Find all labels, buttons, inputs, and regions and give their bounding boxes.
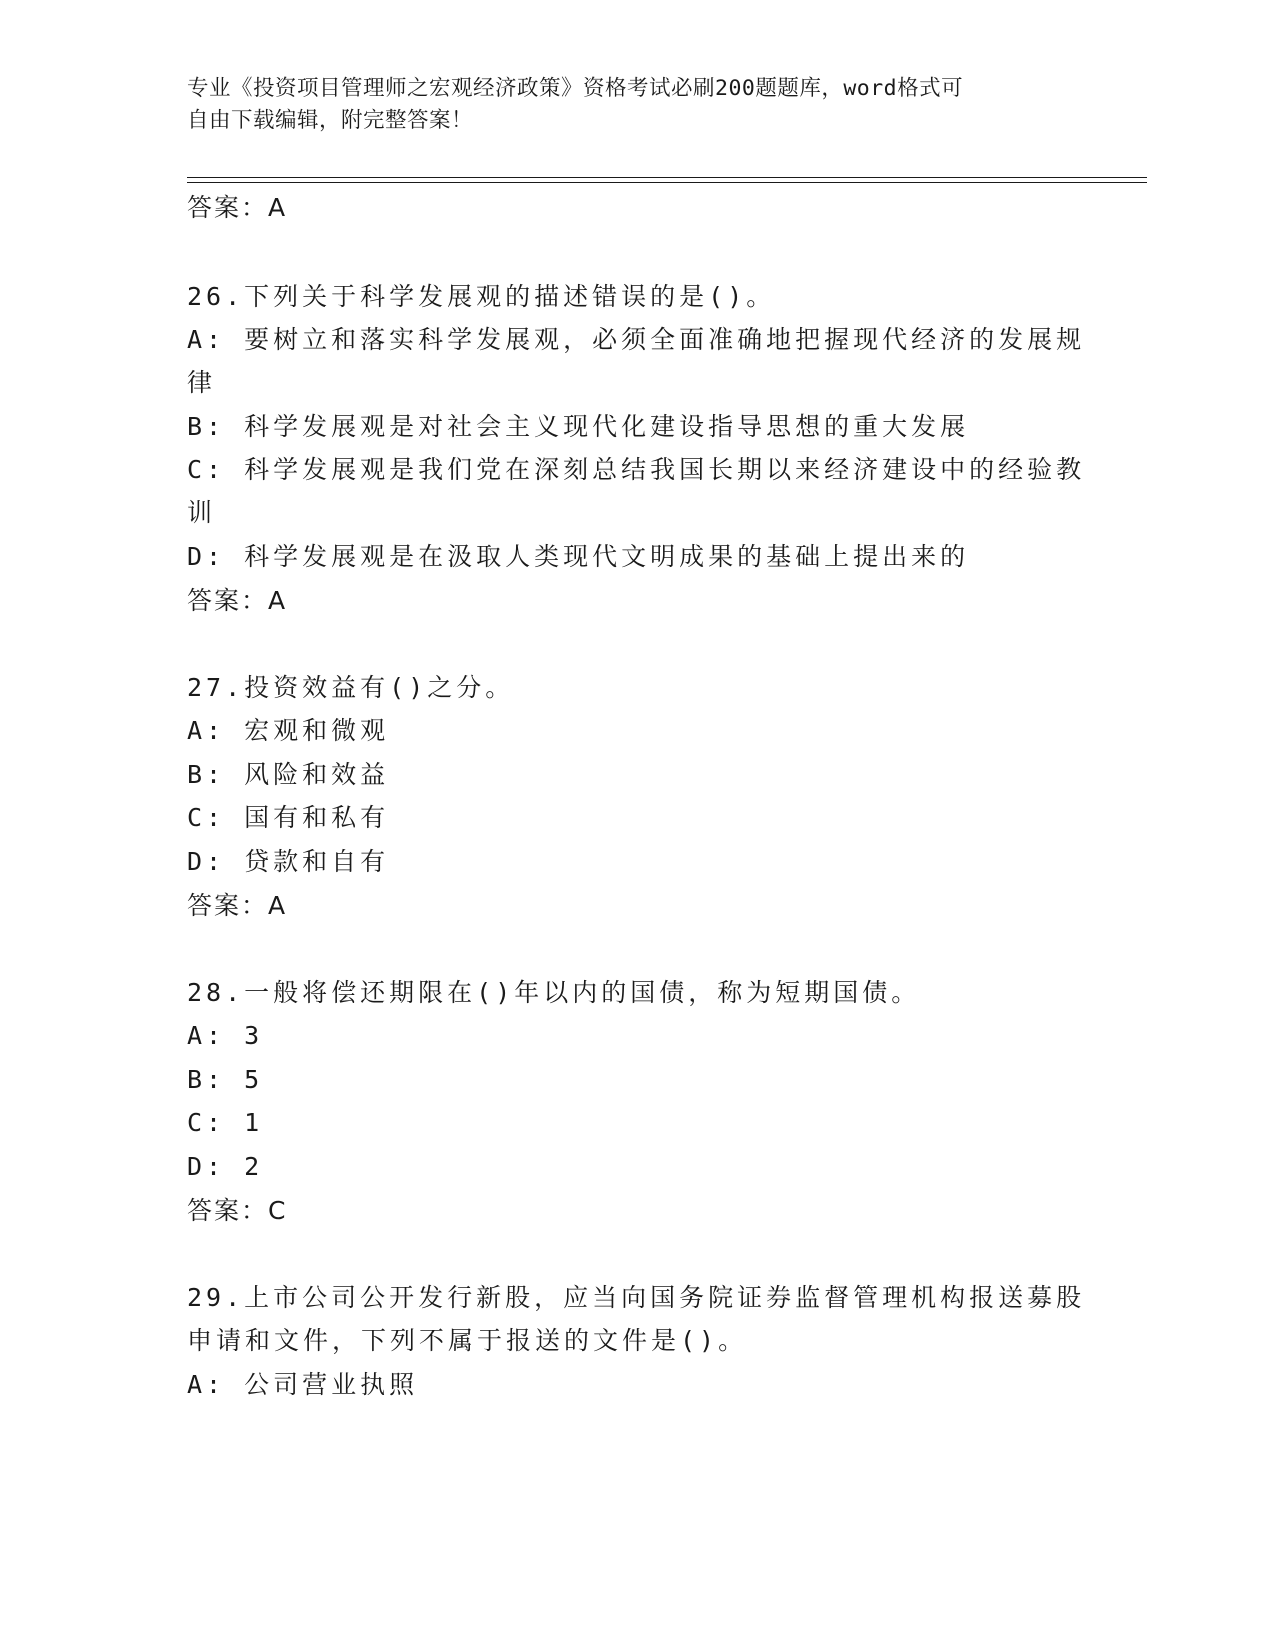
question-26-stem: 26.下列关于科学发展观的描述错误的是()。 — [187, 282, 776, 311]
question-26-option-a: A: 要树立和落实科学发展观，必须全面准确地把握现代经济的发展规 — [187, 325, 1086, 354]
document-header — [187, 73, 1067, 137]
question-27-option-b: B: 风险和效益 — [187, 760, 390, 789]
header-divider-top — [187, 177, 1147, 178]
question-29-option-a: A: 公司营业执照 — [187, 1370, 419, 1399]
question-26-option-c-cont: 训 — [187, 498, 217, 527]
question-27-option-c: C: 国有和私有 — [187, 803, 390, 832]
question-26-option-a-cont: 律 — [187, 368, 217, 397]
header-line-1: 专业《投资项目管理师之宏观经济政策》资格考试必刷200题题库，word格式可 — [187, 76, 964, 101]
answer-line: 答案：A — [187, 193, 288, 222]
question-29-stem-cont: 申请和文件，下列不属于报送的文件是()。 — [187, 1326, 748, 1355]
question-27-stem: 27.投资效益有()之分。 — [187, 673, 515, 702]
question-29-stem: 29.上市公司公开发行新股，应当向国务院证券监督管理机构报送募股 — [187, 1283, 1086, 1312]
question-28-option-b: B: 5 — [187, 1065, 264, 1094]
question-28-option-c: C: 1 — [187, 1108, 264, 1137]
question-26-option-c: C: 科学发展观是我们党在深刻总结我国长期以来经济建设中的经验教 — [187, 455, 1086, 484]
question-27-option-a: A: 宏观和微观 — [187, 716, 390, 745]
header-divider-bottom — [187, 182, 1147, 183]
header-line-2: 自由下载编辑，附完整答案！ — [187, 108, 474, 133]
question-27-answer: 答案：A — [187, 891, 288, 920]
question-26-option-b: B: 科学发展观是对社会主义现代化建设指导思想的重大发展 — [187, 412, 970, 441]
question-26-answer: 答案：A — [187, 586, 288, 615]
question-28-option-a: A: 3 — [187, 1021, 264, 1050]
question-27-option-d: D: 贷款和自有 — [187, 847, 390, 876]
question-26-option-d: D: 科学发展观是在汲取人类现代文明成果的基础上提出来的 — [187, 542, 970, 571]
question-28-stem: 28.一般将偿还期限在()年以内的国债，称为短期国债。 — [187, 978, 921, 1007]
question-28-answer: 答案：C — [187, 1196, 288, 1225]
question-28-option-d: D: 2 — [187, 1152, 264, 1181]
